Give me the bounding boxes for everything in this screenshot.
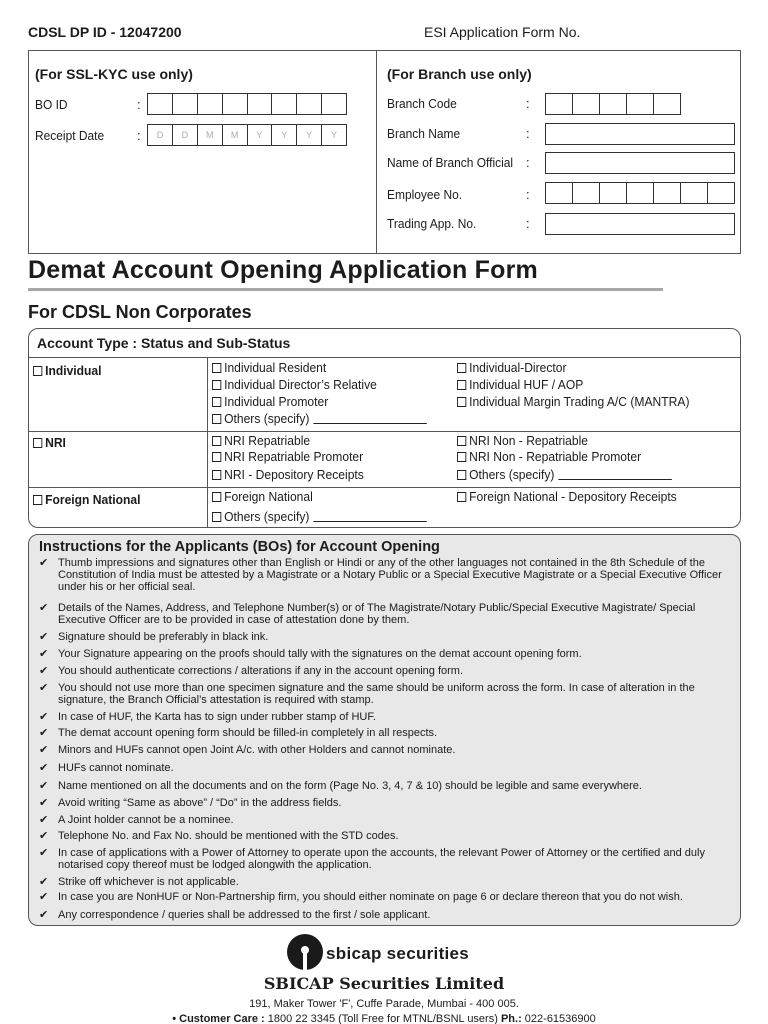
- row-divider: [29, 487, 740, 488]
- date-cell: D: [148, 125, 173, 145]
- company-address: 191, Maker Tower 'F', Cuffe Parade, Mumbai - 400 005.: [249, 998, 519, 1010]
- list-item: ✔ Name mentioned on all the documents and on the form (Page No. 3, 4, 7 & 10) should be legible and same everywhere.: [39, 780, 642, 792]
- individual-director-relative-checkbox[interactable]: Individual Director’s Relative: [212, 377, 377, 392]
- check-icon: ✔: [39, 557, 49, 569]
- checkbox-icon: [457, 397, 466, 407]
- individual-others-checkbox[interactable]: Others (specify): [212, 411, 427, 426]
- branch-official-label: Name of Branch Official: [387, 155, 514, 170]
- check-icon: ✔: [39, 665, 49, 677]
- office-use-box: [28, 50, 741, 254]
- list-item: ✔ Signature should be preferably in black ink.: [39, 631, 269, 643]
- foreign-national-sub-checkbox[interactable]: Foreign National: [212, 489, 313, 504]
- specify-line[interactable]: [313, 413, 426, 424]
- date-cell: Y: [297, 125, 322, 145]
- branch-name-input[interactable]: [545, 123, 735, 145]
- nri-non-repatriable-checkbox[interactable]: NRI Non - Repatriable: [457, 433, 588, 448]
- date-cell: M: [223, 125, 248, 145]
- check-icon: ✔: [39, 727, 49, 739]
- list-item: ✔ You should not use more than one specimen signature and the same should be uniform across the form. In case of alteration in the signature, the Branch Official’s attestation is required with stamp.: [39, 682, 695, 706]
- trading-app-colon: :: [526, 216, 530, 231]
- date-cell: Y: [272, 125, 297, 145]
- checkbox-icon: [457, 452, 466, 462]
- nri-depository-receipts-checkbox[interactable]: NRI - Depository Receipts: [212, 467, 364, 482]
- check-icon: ✔: [39, 648, 49, 660]
- list-item: ✔ HUFs cannot nominate.: [39, 762, 174, 774]
- branch-code-label: Branch Code: [387, 96, 457, 111]
- receipt-date-label: Receipt Date: [35, 128, 105, 143]
- nri-repatriable-checkbox[interactable]: NRI Repatriable: [212, 433, 310, 448]
- checkbox-icon: [457, 470, 466, 480]
- branch-code-colon: :: [526, 96, 530, 111]
- check-icon: ✔: [39, 762, 49, 774]
- care-number: 1800 22 3345 (Toll Free for MTNL/BSNL users): [267, 1013, 498, 1024]
- date-cell: Y: [331, 130, 338, 140]
- account-type-table: [28, 328, 741, 528]
- check-icon: ✔: [39, 847, 49, 859]
- office-use-divider: [376, 51, 377, 253]
- check-icon: ✔: [39, 780, 49, 792]
- nri-others-checkbox[interactable]: Others (specify): [457, 467, 672, 482]
- date-cell: Y: [248, 125, 273, 145]
- list-item: ✔ Details of the Names, Address, and Telephone Number(s) or of The Magistrate/Notary Public/Special Executive Magistrate/ Special Executive Officer are to be provided in case of attestation done by them.: [39, 602, 696, 626]
- employee-no-colon: :: [526, 187, 530, 202]
- trading-app-label: Trading App. No.: [387, 216, 477, 231]
- company-name: SBICAP Securities Limited: [263, 974, 505, 993]
- branch-official-input[interactable]: [545, 152, 735, 174]
- dp-id: CDSL DP ID - 12047200: [28, 24, 182, 40]
- checkbox-icon: [212, 452, 221, 462]
- check-icon: ✔: [39, 909, 49, 921]
- receipt-date-colon: :: [137, 128, 141, 143]
- checkbox-icon: [212, 492, 221, 502]
- list-item: ✔ Avoid writing “Same as above” / “Do” in the address fields.: [39, 797, 342, 809]
- list-item: ✔ In case of applications with a Power of Attorney to operate upon the accounts, the relevant Power of Attorney or the certified and duly notarised copy thereof must be lodged alongwith the application.: [39, 847, 705, 871]
- check-icon: ✔: [39, 682, 49, 694]
- check-icon: ✔: [39, 830, 49, 842]
- individual-mantra-checkbox[interactable]: Individual Margin Trading A/C (MANTRA): [457, 394, 689, 409]
- checkbox-icon: [212, 470, 221, 480]
- customer-care-line: [0, 1013, 768, 1024]
- list-item: ✔ Thumb impressions and signatures other than English or Hindi or any of the other languages not contained in the 8th Schedule of the Constitution of India must be attested by a Magistrate or a Notary Public or a Special Executive Magistrate or a Special Executive Officer under his or her official seal.: [39, 557, 722, 593]
- foreign-depository-receipts-checkbox[interactable]: Foreign National - Depository Receipts: [457, 489, 677, 504]
- checkbox-icon: [33, 495, 42, 505]
- account-type-heading: Account Type : Status and Sub-Status: [29, 329, 740, 358]
- bo-id-label: BO ID: [35, 97, 68, 112]
- checkbox-icon: [212, 436, 221, 446]
- list-item: ✔ You should authenticate corrections / alterations if any in the account opening form.: [39, 665, 464, 677]
- receipt-date-input[interactable]: [147, 124, 347, 146]
- employee-no-label: Employee No.: [387, 187, 463, 202]
- specify-line[interactable]: [558, 469, 671, 480]
- check-icon: ✔: [39, 891, 49, 903]
- individual-resident-checkbox[interactable]: Individual Resident: [212, 360, 326, 375]
- phone-number: 022-61536900: [524, 1013, 596, 1024]
- check-icon: ✔: [39, 744, 49, 756]
- bo-id-colon: :: [137, 97, 141, 112]
- form-title: Demat Account Opening Application Form: [28, 256, 538, 284]
- check-icon: ✔: [39, 797, 49, 809]
- branch-official-colon: :: [526, 155, 530, 170]
- branch-name-label: Branch Name: [387, 126, 461, 141]
- checkbox-icon: [457, 363, 466, 373]
- checkbox-icon: [212, 380, 221, 390]
- check-icon: ✔: [39, 814, 49, 826]
- nri-repatriable-promoter-checkbox[interactable]: NRI Repatriable Promoter: [212, 449, 363, 464]
- list-item: ✔ In case you are NonHUF or Non-Partnership firm, you should either nominate on page 6 or declare thereon that you do not wish.: [39, 891, 683, 903]
- trading-app-input[interactable]: [545, 213, 735, 235]
- list-item: ✔ In case of HUF, the Karta has to sign under rubber stamp of HUF.: [39, 711, 376, 723]
- individual-promoter-checkbox[interactable]: Individual Promoter: [212, 394, 328, 409]
- account-type-column-divider: [207, 358, 208, 527]
- check-icon: ✔: [39, 876, 49, 888]
- checkbox-icon: [457, 436, 466, 446]
- check-icon: ✔: [39, 631, 49, 643]
- row-divider: [29, 431, 740, 432]
- date-cell: M: [198, 125, 223, 145]
- list-item: ✔ Any correspondence / queries shall be addressed to the first / sole applicant.: [39, 909, 431, 921]
- branch-name-colon: :: [526, 126, 530, 141]
- foreign-national-checkbox[interactable]: Foreign National: [33, 492, 140, 507]
- employee-no-input[interactable]: [545, 182, 735, 204]
- list-item: ✔ Your Signature appearing on the proofs should tally with the signatures on the demat account opening form.: [39, 648, 582, 660]
- bo-id-input[interactable]: [147, 93, 347, 115]
- branch-code-input[interactable]: [545, 93, 681, 115]
- title-underline: [28, 288, 663, 291]
- instructions-title: Instructions for the Applicants (BOs) for Account Opening: [39, 539, 440, 555]
- form-subtitle: For CDSL Non Corporates: [28, 302, 252, 322]
- instructions-panel: [28, 534, 741, 926]
- specify-line[interactable]: [313, 511, 426, 522]
- checkbox-icon: [33, 438, 42, 448]
- care-label: • Customer Care :: [172, 1013, 265, 1024]
- list-item: ✔ Telephone No. and Fax No. should be mentioned with the STD codes.: [39, 830, 399, 842]
- checkbox-icon: [212, 363, 221, 373]
- list-item: ✔ Strike off whichever is not applicable.: [39, 876, 239, 888]
- list-item: ✔ The demat account opening form should be filled-in completely in all respects.: [39, 727, 438, 739]
- logo-keyhole-stem: [303, 953, 307, 970]
- logo-text: sbicap securities: [326, 944, 470, 963]
- phone-label: Ph.:: [500, 1013, 522, 1024]
- date-cell: D: [173, 125, 198, 145]
- list-item: ✔ Minors and HUFs cannot open Joint A/c. with other Holders and cannot nominate.: [39, 744, 456, 756]
- esi-application-label: ESI Application Form No.: [424, 24, 581, 40]
- nri-checkbox[interactable]: NRI: [33, 435, 66, 450]
- checkbox-icon: [212, 512, 221, 522]
- list-item: ✔ A Joint holder cannot be a nominee.: [39, 814, 234, 826]
- ssl-kyc-title: (For SSL-KYC use only): [35, 66, 193, 82]
- individual-director-checkbox[interactable]: Individual-Director: [457, 360, 567, 375]
- branch-use-title: (For Branch use only): [387, 66, 532, 82]
- foreign-others-checkbox[interactable]: Others (specify): [212, 509, 427, 524]
- checkbox-icon: [212, 397, 221, 407]
- checkbox-icon: [457, 492, 466, 502]
- check-icon: ✔: [39, 711, 49, 723]
- checkbox-icon: [457, 380, 466, 390]
- check-icon: ✔: [39, 602, 49, 614]
- checkbox-icon: [212, 414, 221, 424]
- individual-huf-checkbox[interactable]: Individual HUF / AOP: [457, 377, 583, 392]
- individual-checkbox[interactable]: Individual: [33, 363, 102, 378]
- checkbox-icon: [33, 366, 42, 376]
- nri-non-repatriable-promoter-checkbox[interactable]: NRI Non - Repatriable Promoter: [457, 449, 641, 464]
